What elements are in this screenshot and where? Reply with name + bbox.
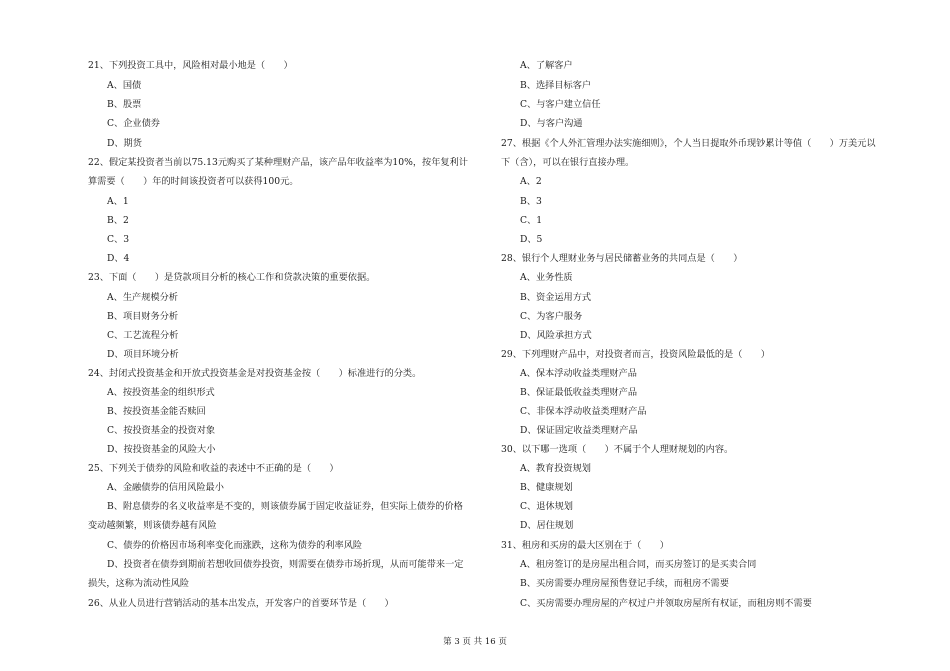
option-line: B、保证最低收益类理财产品 — [520, 387, 638, 398]
option-line: A、教育投资规划 — [520, 463, 591, 474]
question-line: 29、下列理财产品中，对投资者而言，投资风险最低的是（ ） — [501, 349, 770, 360]
option-line: B、健康规划 — [520, 482, 573, 493]
option-line: B、3 — [520, 196, 542, 207]
option-line: B、股票 — [107, 99, 142, 110]
option-line: 下（含），可以在银行直接办理。 — [501, 157, 635, 168]
question-line: 30、以下哪一选项（ ）不属于个人理财规划的内容。 — [501, 444, 734, 455]
question-line: 27、根据《个人外汇管理办法实施细则》，个人当日提取外币现钞累计等值（ ）万美元以 — [501, 138, 876, 149]
option-line: B、按投资基金能否赎回 — [107, 406, 206, 417]
question-line: 23、下面（ ）是贷款项目分析的核心工作和贷款决策的重要依据。 — [88, 272, 376, 283]
option-line: D、按投资基金的风险大小 — [107, 444, 216, 455]
option-line: C、1 — [520, 215, 543, 226]
question-line: 26、从业人员进行营销活动的基本出发点，开发客户的首要环节是（ ） — [88, 598, 394, 609]
question-line: 24、封闭式投资基金和开放式投资基金是对投资基金按（ ）标准进行的分类。 — [88, 368, 422, 379]
option-line: D、与客户沟通 — [520, 118, 583, 129]
option-line: C、企业债券 — [107, 118, 160, 129]
option-line: D、保证固定收益类理财产品 — [520, 425, 638, 436]
option-line: D、风险承担方式 — [520, 330, 592, 341]
option-line: C、与客户建立信任 — [520, 99, 601, 110]
option-line: C、为客户服务 — [520, 311, 583, 322]
option-line: C、工艺流程分析 — [107, 330, 179, 341]
option-line: A、生产规模分析 — [107, 292, 178, 303]
option-line: B、资金运用方式 — [520, 292, 592, 303]
question-line: 28、银行个人理财业务与居民储蓄业务的共同点是（ ） — [501, 253, 743, 264]
option-line: A、业务性质 — [520, 272, 573, 283]
option-line: A、租房签订的是房屋出租合同，而买房签订的是买卖合同 — [520, 559, 757, 570]
option-line: B、项目财务分析 — [107, 311, 179, 322]
option-line: B、选择目标客户 — [520, 80, 592, 91]
option-line: A、保本浮动收益类理财产品 — [520, 368, 637, 379]
option-line: A、国债 — [107, 80, 142, 91]
option-line: C、退休规划 — [520, 501, 573, 512]
option-line: 变动越频繁，则该债券越有风险 — [88, 520, 217, 531]
option-line: A、2 — [520, 176, 542, 187]
option-line: D、期货 — [107, 138, 142, 149]
option-line: C、买房需要办理房屋的产权过户并领取房屋所有权证，而租房则不需要 — [520, 598, 812, 609]
question-line: 22、假定某投资者当前以75.13元购买了某种理财产品，该产品年收益率为10%，按年复利计 — [88, 157, 468, 168]
question-line: 21、下列投资工具中，风险相对最小地是（ ） — [88, 60, 293, 71]
option-line: D、项目环境分析 — [107, 349, 179, 360]
question-line: 25、下列关于债券的风险和收益的表述中不正确的是（ ） — [88, 463, 339, 474]
option-line: D、居住规划 — [520, 520, 574, 531]
option-line: D、4 — [107, 253, 130, 264]
option-line: A、金融债券的信用风险最小 — [107, 482, 224, 493]
option-line: A、了解客户 — [520, 60, 573, 71]
option-line: B、买房需要办理房屋预售登记手续，而租房不需要 — [520, 578, 729, 589]
option-line: 损失，这称为流动性风险 — [88, 578, 190, 589]
option-line: C、非保本浮动收益类理财产品 — [520, 406, 647, 417]
option-line: A、按投资基金的组织形式 — [107, 387, 215, 398]
option-line: C、债券的价格因市场利率变化而涨跌，这称为债券的利率风险 — [107, 540, 363, 551]
option-line: D、5 — [520, 234, 543, 245]
option-line: C、按投资基金的投资对象 — [107, 425, 216, 436]
option-line: 算需要（ ）年的时间该投资者可以获得100元。 — [88, 176, 299, 187]
option-line: B、2 — [107, 215, 129, 226]
question-line: 31、租房和买房的最大区别在于（ ） — [501, 540, 669, 551]
option-line: C、3 — [107, 234, 130, 245]
page-footer: 第 3 页 共 16 页 — [443, 637, 507, 647]
option-line: B、附息债券的名义收益率是不变的，则该债券属于固定收益证券，但实际上债券的价格 — [107, 501, 463, 512]
option-line: D、投资者在债券到期前若想收回债券投资，则需要在债券市场折现，从而可能带来一定 — [107, 559, 464, 570]
option-line: A、1 — [107, 196, 129, 207]
